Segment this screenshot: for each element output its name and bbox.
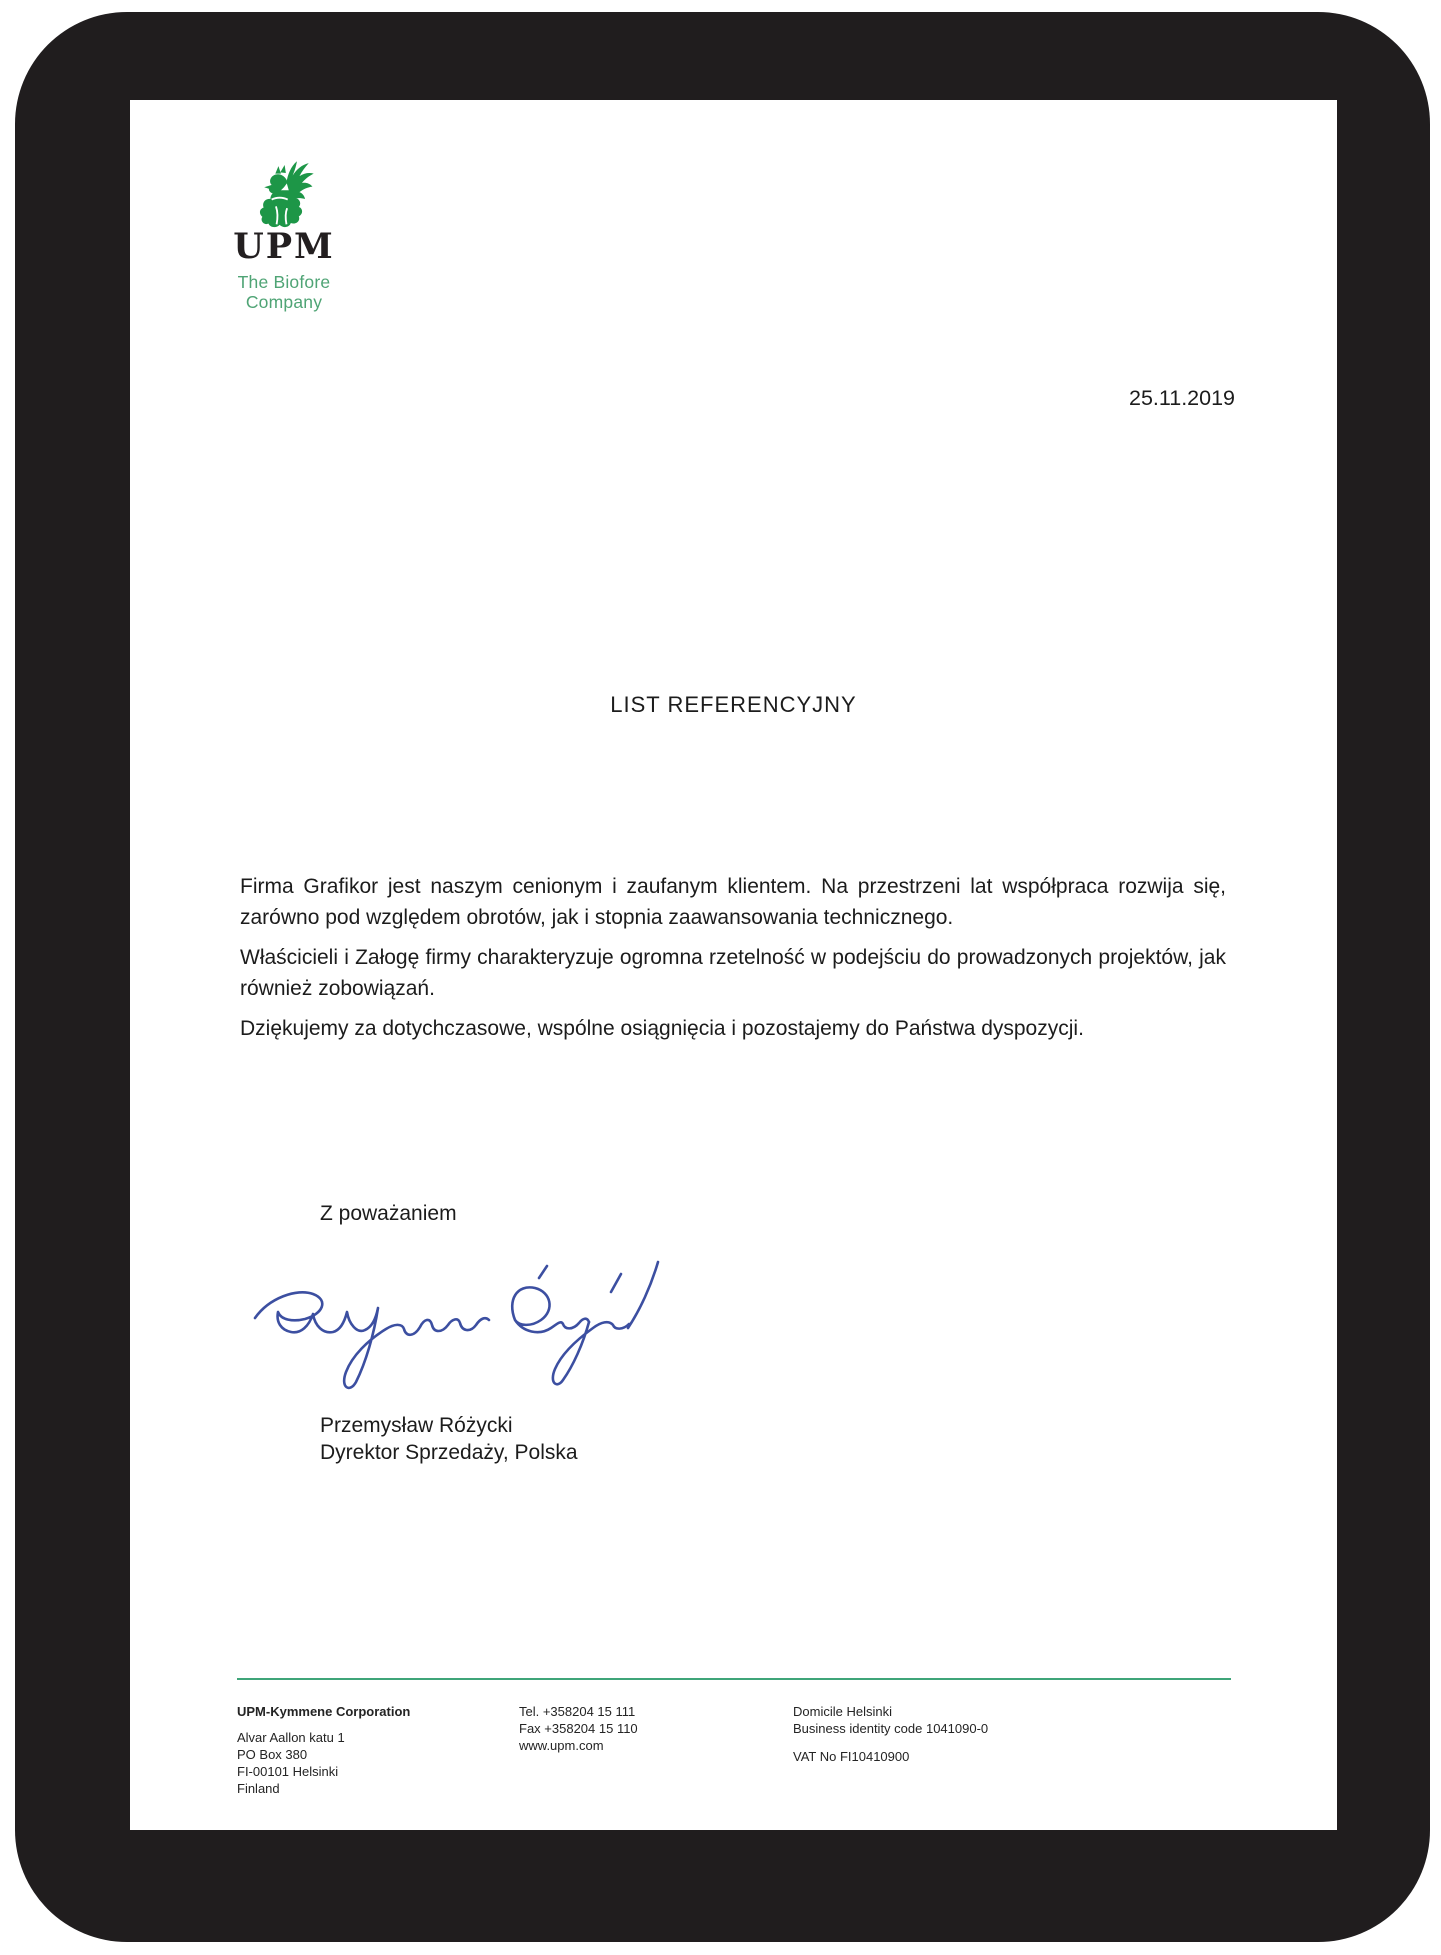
signer-title: Dyrektor Sprzedaży, Polska xyxy=(320,1440,578,1464)
footer-divider xyxy=(237,1678,1231,1680)
footer-fax: Fax +358204 15 110 xyxy=(519,1721,638,1736)
closing-phrase: Z poważaniem xyxy=(320,1202,457,1225)
signer-block xyxy=(320,1413,578,1466)
paragraph-1: Firma Grafikor jest naszym cenionym i zaufanym klientem. Na przestrzeni lat współpraca rozwija się, zarówno pod względem obrotów, jak i stopnia zaawansowania technicznego. xyxy=(240,875,1226,929)
upm-tagline-line1: The Biofore xyxy=(237,272,331,292)
footer-vat: VAT No FI10410900 xyxy=(793,1749,910,1764)
footer-address-line4: Finland xyxy=(237,1781,280,1796)
paragraph-3: Dziękujemy za dotychczasowe, wspólne osiągnięcia i pozostajemy do Państwa dyspozycji. xyxy=(240,1017,1084,1040)
footer-company-name: UPM-Kymmene Corporation xyxy=(237,1704,411,1719)
footer-phone: Tel. +358204 15 111 xyxy=(519,1704,636,1719)
letter-body xyxy=(240,871,1226,1053)
footer-address-line2: PO Box 380 xyxy=(237,1747,308,1762)
upm-griffin-icon xyxy=(253,160,315,228)
footer-contact-column xyxy=(519,1703,793,1797)
footer-registry-column xyxy=(793,1703,1231,1797)
handwritten-signature xyxy=(245,1250,675,1405)
letter-date: 25.11.2019 xyxy=(1128,386,1235,410)
upm-brand-text: UPM xyxy=(233,226,335,267)
letter-title: LIST REFERENCYJNY xyxy=(610,692,857,717)
upm-logo xyxy=(210,160,358,312)
paragraph-2: Właścicieli i Załogę firmy charakteryzuje ogromna rzetelność w podejściu do prowadzonych projektów, jak również zobowiązań. xyxy=(240,946,1226,1000)
footer-business-id: Business identity code 1041090-0 xyxy=(793,1721,989,1736)
upm-tagline xyxy=(210,272,358,312)
signer-name: Przemysław Różycki xyxy=(320,1414,513,1437)
footer-address-line1: Alvar Aallon katu 1 xyxy=(237,1730,345,1745)
upm-tagline-line2: Company xyxy=(245,292,323,312)
footer-website: www.upm.com xyxy=(519,1738,604,1753)
footer-address-line3: FI-00101 Helsinki xyxy=(237,1764,339,1779)
footer-domicile: Domicile Helsinki xyxy=(793,1704,892,1719)
footer-company-column xyxy=(237,1703,519,1797)
letter-page xyxy=(130,100,1337,1830)
footer xyxy=(237,1703,1231,1797)
footer-address xyxy=(237,1729,519,1797)
